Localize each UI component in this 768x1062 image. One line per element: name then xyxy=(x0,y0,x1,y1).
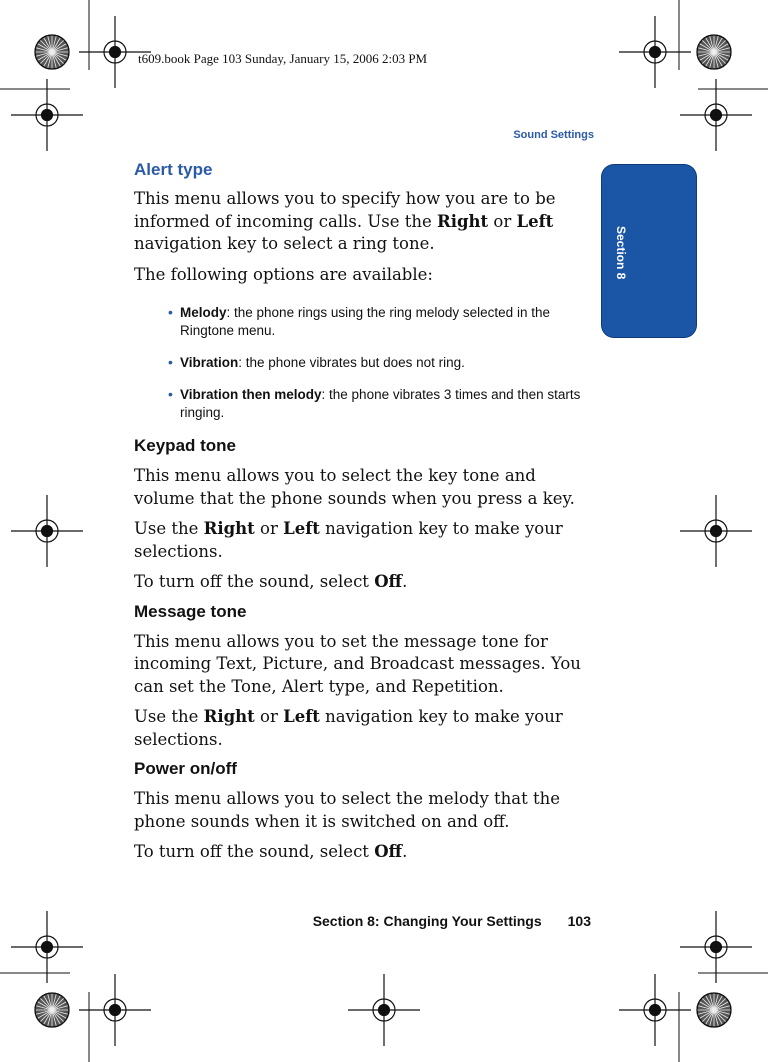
starburst-mark-icon xyxy=(697,993,731,1027)
starburst-mark-icon xyxy=(697,35,731,69)
list-item: • Melody: the phone rings using the ring melody selected in the Ringtone menu. xyxy=(168,304,550,338)
alert-type-paragraph-1: This menu allows you to specify how you are to be informed of incoming calls. Use the Right or Left navigation key to select a ring tone. xyxy=(134,189,556,253)
list-item: • Vibration: the phone vibrates but does not ring. xyxy=(168,354,465,370)
registration-target-icon xyxy=(619,16,691,88)
bullet-icon: • xyxy=(168,386,173,402)
alert-options-list xyxy=(134,304,596,422)
page-content xyxy=(134,160,596,872)
registration-target-icon xyxy=(680,911,752,983)
message-tone-paragraph-2: Use the Right or Left navigation key to make your selections. xyxy=(134,707,563,749)
bullet-icon: • xyxy=(168,354,173,370)
keypad-tone-paragraph-1: This menu allows you to select the key tone and volume that the phone sounds when you press a key. xyxy=(134,466,575,508)
running-head: Sound Settings xyxy=(513,129,594,141)
registration-target-icon xyxy=(680,495,752,567)
registration-target-icon xyxy=(619,974,691,1046)
power-onoff-paragraph-1: This menu allows you to select the melody that the phone sounds when it is switched on and off. xyxy=(134,789,561,831)
registration-target-icon xyxy=(11,911,83,983)
print-info-line: t609.book Page 103 Sunday, January 15, 2006 2:03 PM xyxy=(138,51,428,66)
bullet-icon: • xyxy=(168,304,173,320)
registration-target-icon xyxy=(11,495,83,567)
registration-target-icon xyxy=(11,79,83,151)
footer-title: Section 8: Changing Your Settings xyxy=(312,913,542,929)
alert-type-paragraph-2: The following options are available: xyxy=(134,264,433,284)
page-number: 103 xyxy=(567,913,591,929)
keypad-tone-paragraph-2: Use the Right or Left navigation key to make your selections. xyxy=(134,519,563,561)
list-item: • Vibration then melody: the phone vibrates 3 times and then starts ringing. xyxy=(168,386,581,420)
registration-target-icon xyxy=(680,79,752,151)
starburst-mark-icon xyxy=(35,993,69,1027)
registration-target-icon xyxy=(348,974,420,1046)
heading-alert-type: Alert type xyxy=(134,160,213,179)
heading-keypad-tone: Keypad tone xyxy=(134,436,237,455)
section-tab-text: Section 8 xyxy=(614,226,628,280)
registration-target-icon xyxy=(79,974,151,1046)
starburst-mark-icon xyxy=(35,35,69,69)
keypad-tone-paragraph-3: To turn off the sound, select Off. xyxy=(134,572,408,591)
power-onoff-paragraph-2: To turn off the sound, select Off. xyxy=(134,842,408,861)
heading-message-tone: Message tone xyxy=(134,601,247,621)
heading-power-onoff: Power on/off xyxy=(134,759,237,778)
message-tone-paragraph-1: This menu allows you to set the message tone for incoming Text, Picture, and Broadcast messages. You can set the Tone, Alert type, and Repetition. xyxy=(134,631,581,696)
page-footer xyxy=(313,913,591,929)
